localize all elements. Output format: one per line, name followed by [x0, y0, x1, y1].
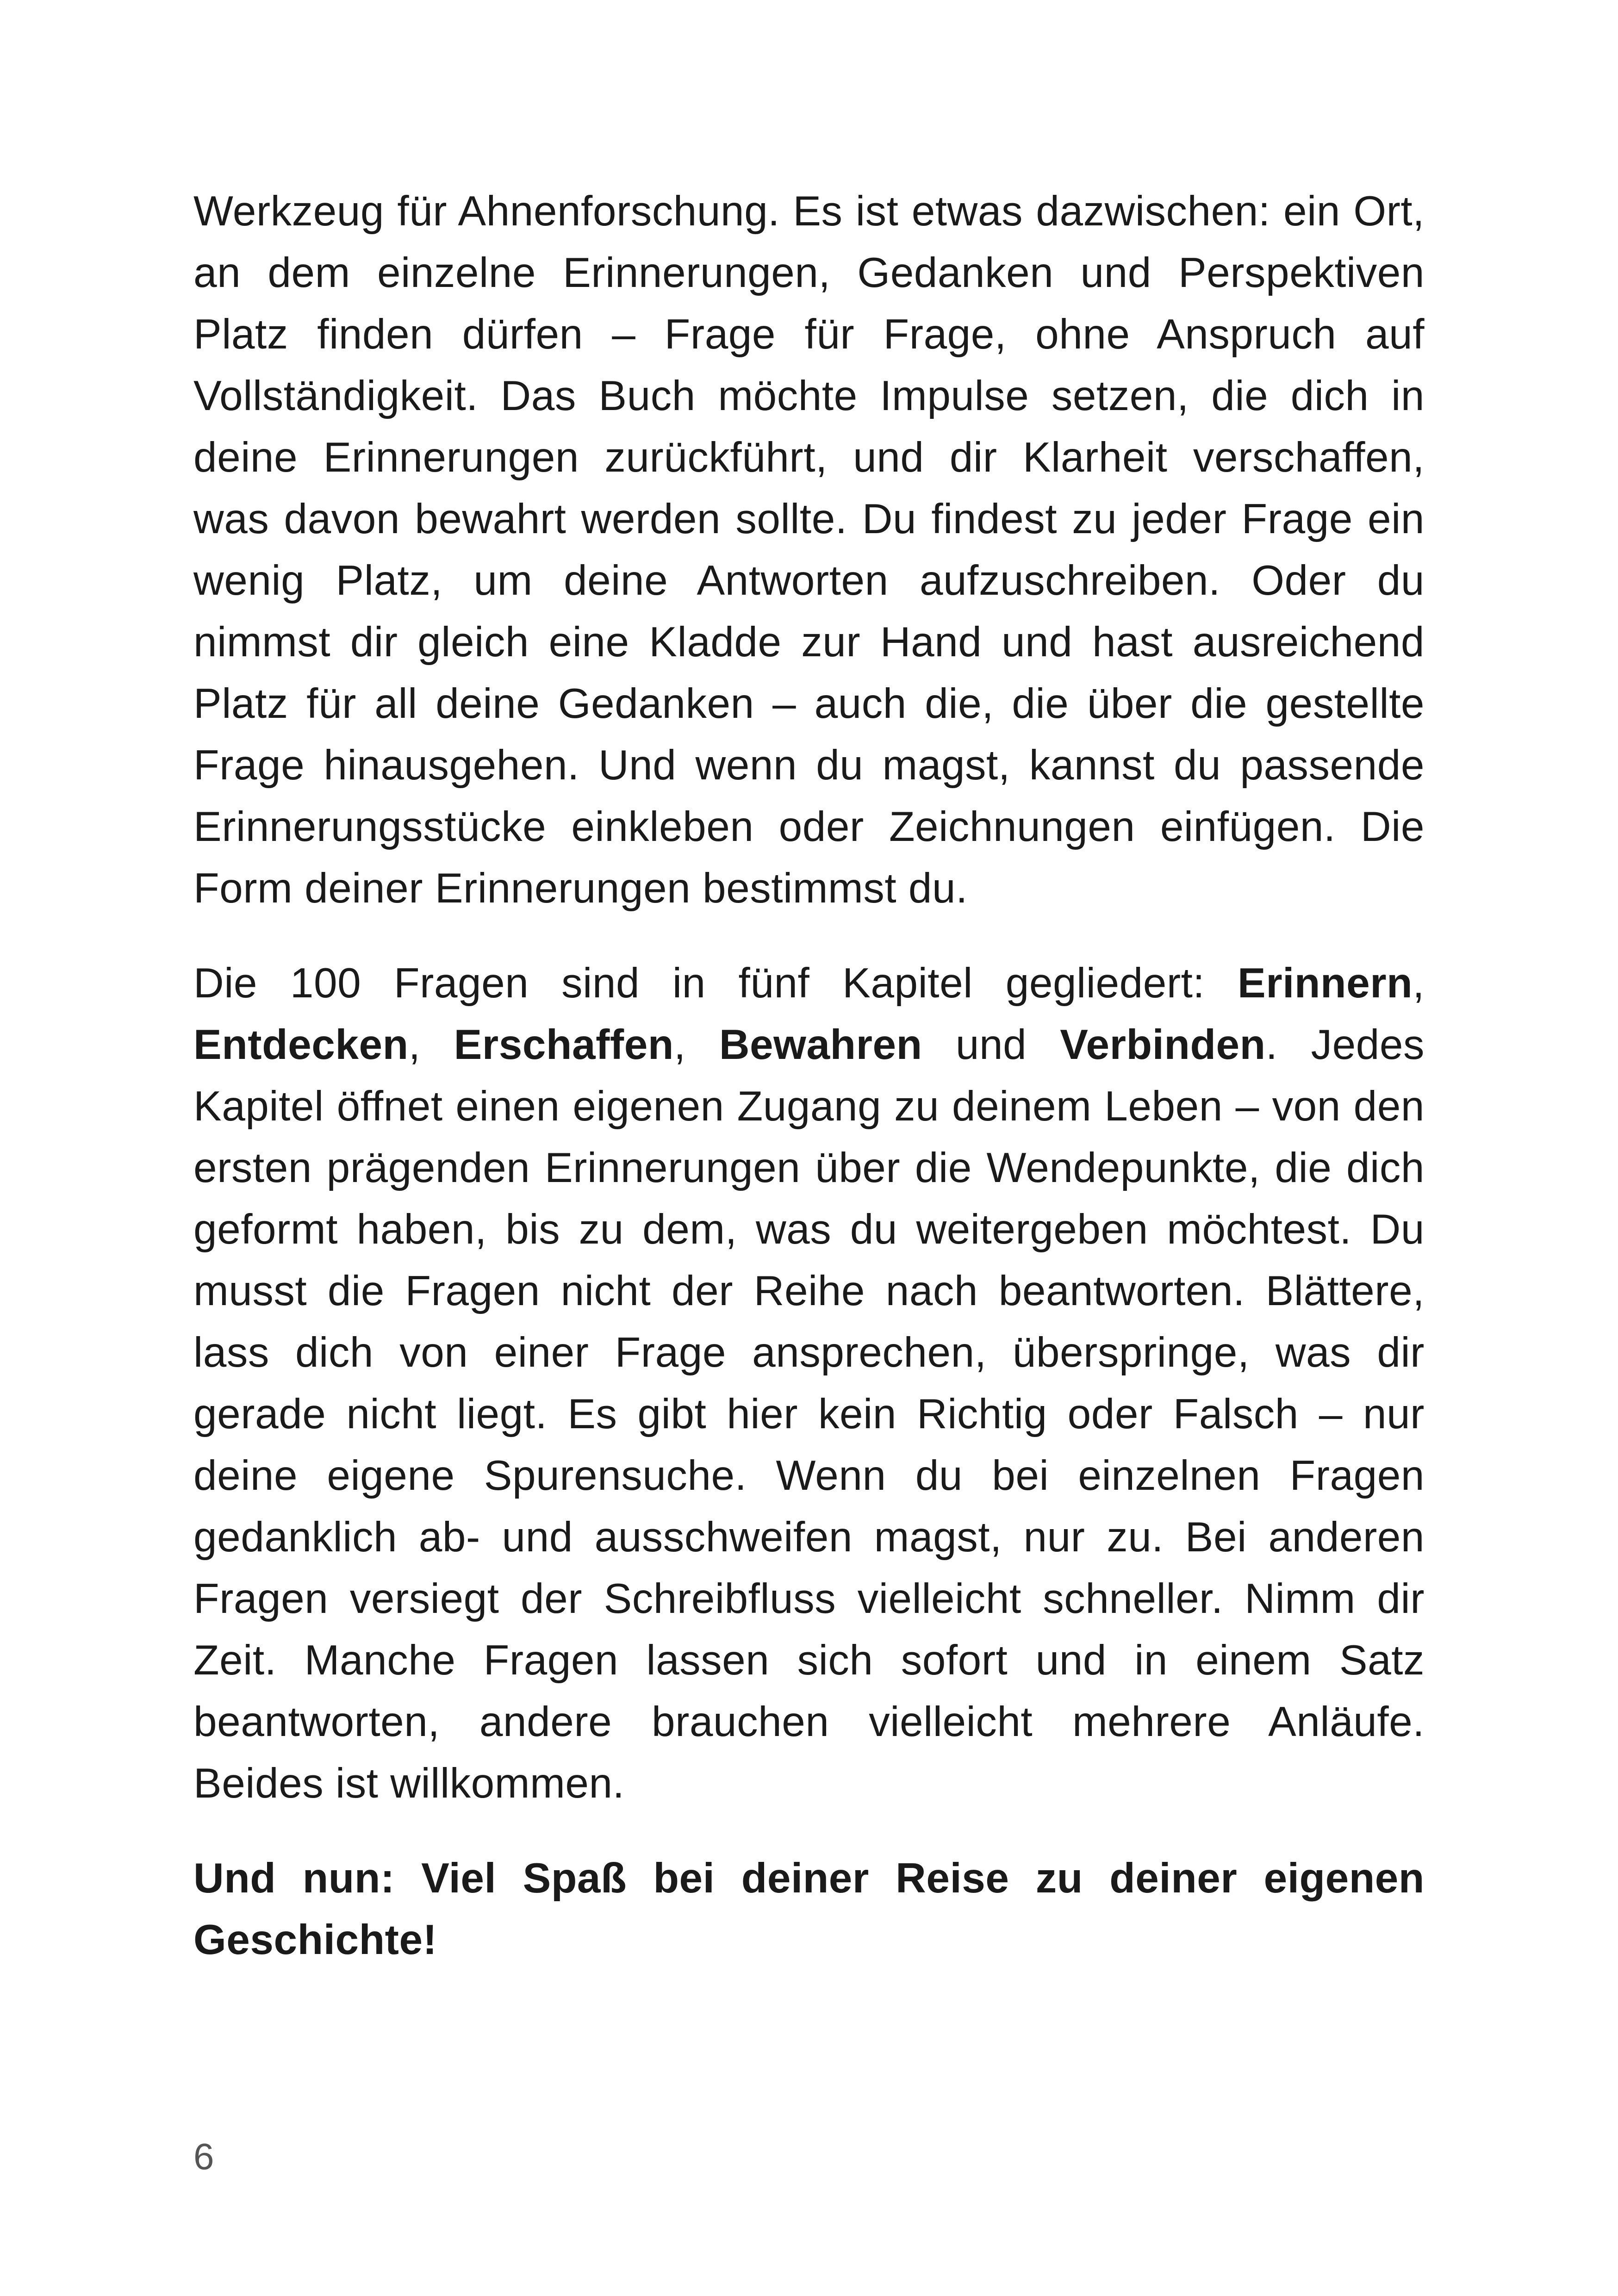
- separator: ,: [1413, 960, 1425, 1007]
- chapter-erschaffen: Erschaffen: [454, 1021, 674, 1068]
- separator-and: und: [922, 1021, 1060, 1068]
- paragraph-2: [193, 952, 1425, 1814]
- chapter-erinnern: Erinnern: [1238, 960, 1413, 1007]
- paragraph-2-intro: Die 100 Fragen sind in fünf Kapitel gegliedert:: [193, 960, 1238, 1007]
- paragraph-2-rest: . Jedes Kapitel öffnet einen eigenen Zugang zu deinem Leben – von den ersten prägenden Erinnerungen über die Wendepunkte, die dich geformt haben, bis zu dem, was du weitergeben möchtest. Du musst die Fragen nicht der Reihe nach beantworten. Blättere, lass dich von einer Frage ansprechen, überspringe, was dir gerade nicht liegt. Es gibt hier kein Richtig oder Falsch – nur deine eigene Spurensuche. Wenn du bei einzelnen Fragen gedanklich ab- und ausschweifen magst, nur zu. Bei anderen Fragen versiegt der Schreibfluss vielleicht schneller. Nimm dir Zeit. Manche Fragen lassen sich sofort und in einem Satz beantworten, andere brauchen vielleicht mehrere Anläufe. Beides ist willkommen.: [193, 1021, 1425, 1807]
- separator: ,: [673, 1021, 719, 1068]
- paragraph-1: Werkzeug für Ahnenforschung. Es ist etwas dazwischen: ein Ort, an dem einzelne Erinnerungen, Gedanken und Perspektiven Platz finden dürfen – Frage für Frage, ohne Anspruch auf Vollständigkeit. Das Buch möchte Impulse setzen, die dich in deine Erinnerungen zurückführt, und dir Klarheit verschaffen, was davon bewahrt werden sollte. Du findest zu jeder Frage ein wenig Platz, um deine Antworten aufzuschreiben. Oder du nimmst dir gleich eine Kladde zur Hand und hast ausreichend Platz für all deine Gedanken – auch die, die über die gestellte Frage hinausgehen. Und wenn du magst, kannst du passende Erinnerungsstücke einkleben oder Zeichnungen einfügen. Die Form deiner Erinnerungen bestimmst du.: [193, 188, 1425, 912]
- chapter-verbinden: Verbinden: [1060, 1021, 1266, 1068]
- page-number: 6: [193, 2136, 214, 2177]
- body-text: [193, 180, 1425, 1971]
- closing-sentence: Und nun: Viel Spaß bei deiner Reise zu deiner eigenen Geschichte!: [193, 1855, 1425, 1963]
- separator: ,: [408, 1021, 454, 1068]
- chapter-bewahren: Bewahren: [719, 1021, 922, 1068]
- chapter-entdecken: Entdecken: [193, 1021, 409, 1068]
